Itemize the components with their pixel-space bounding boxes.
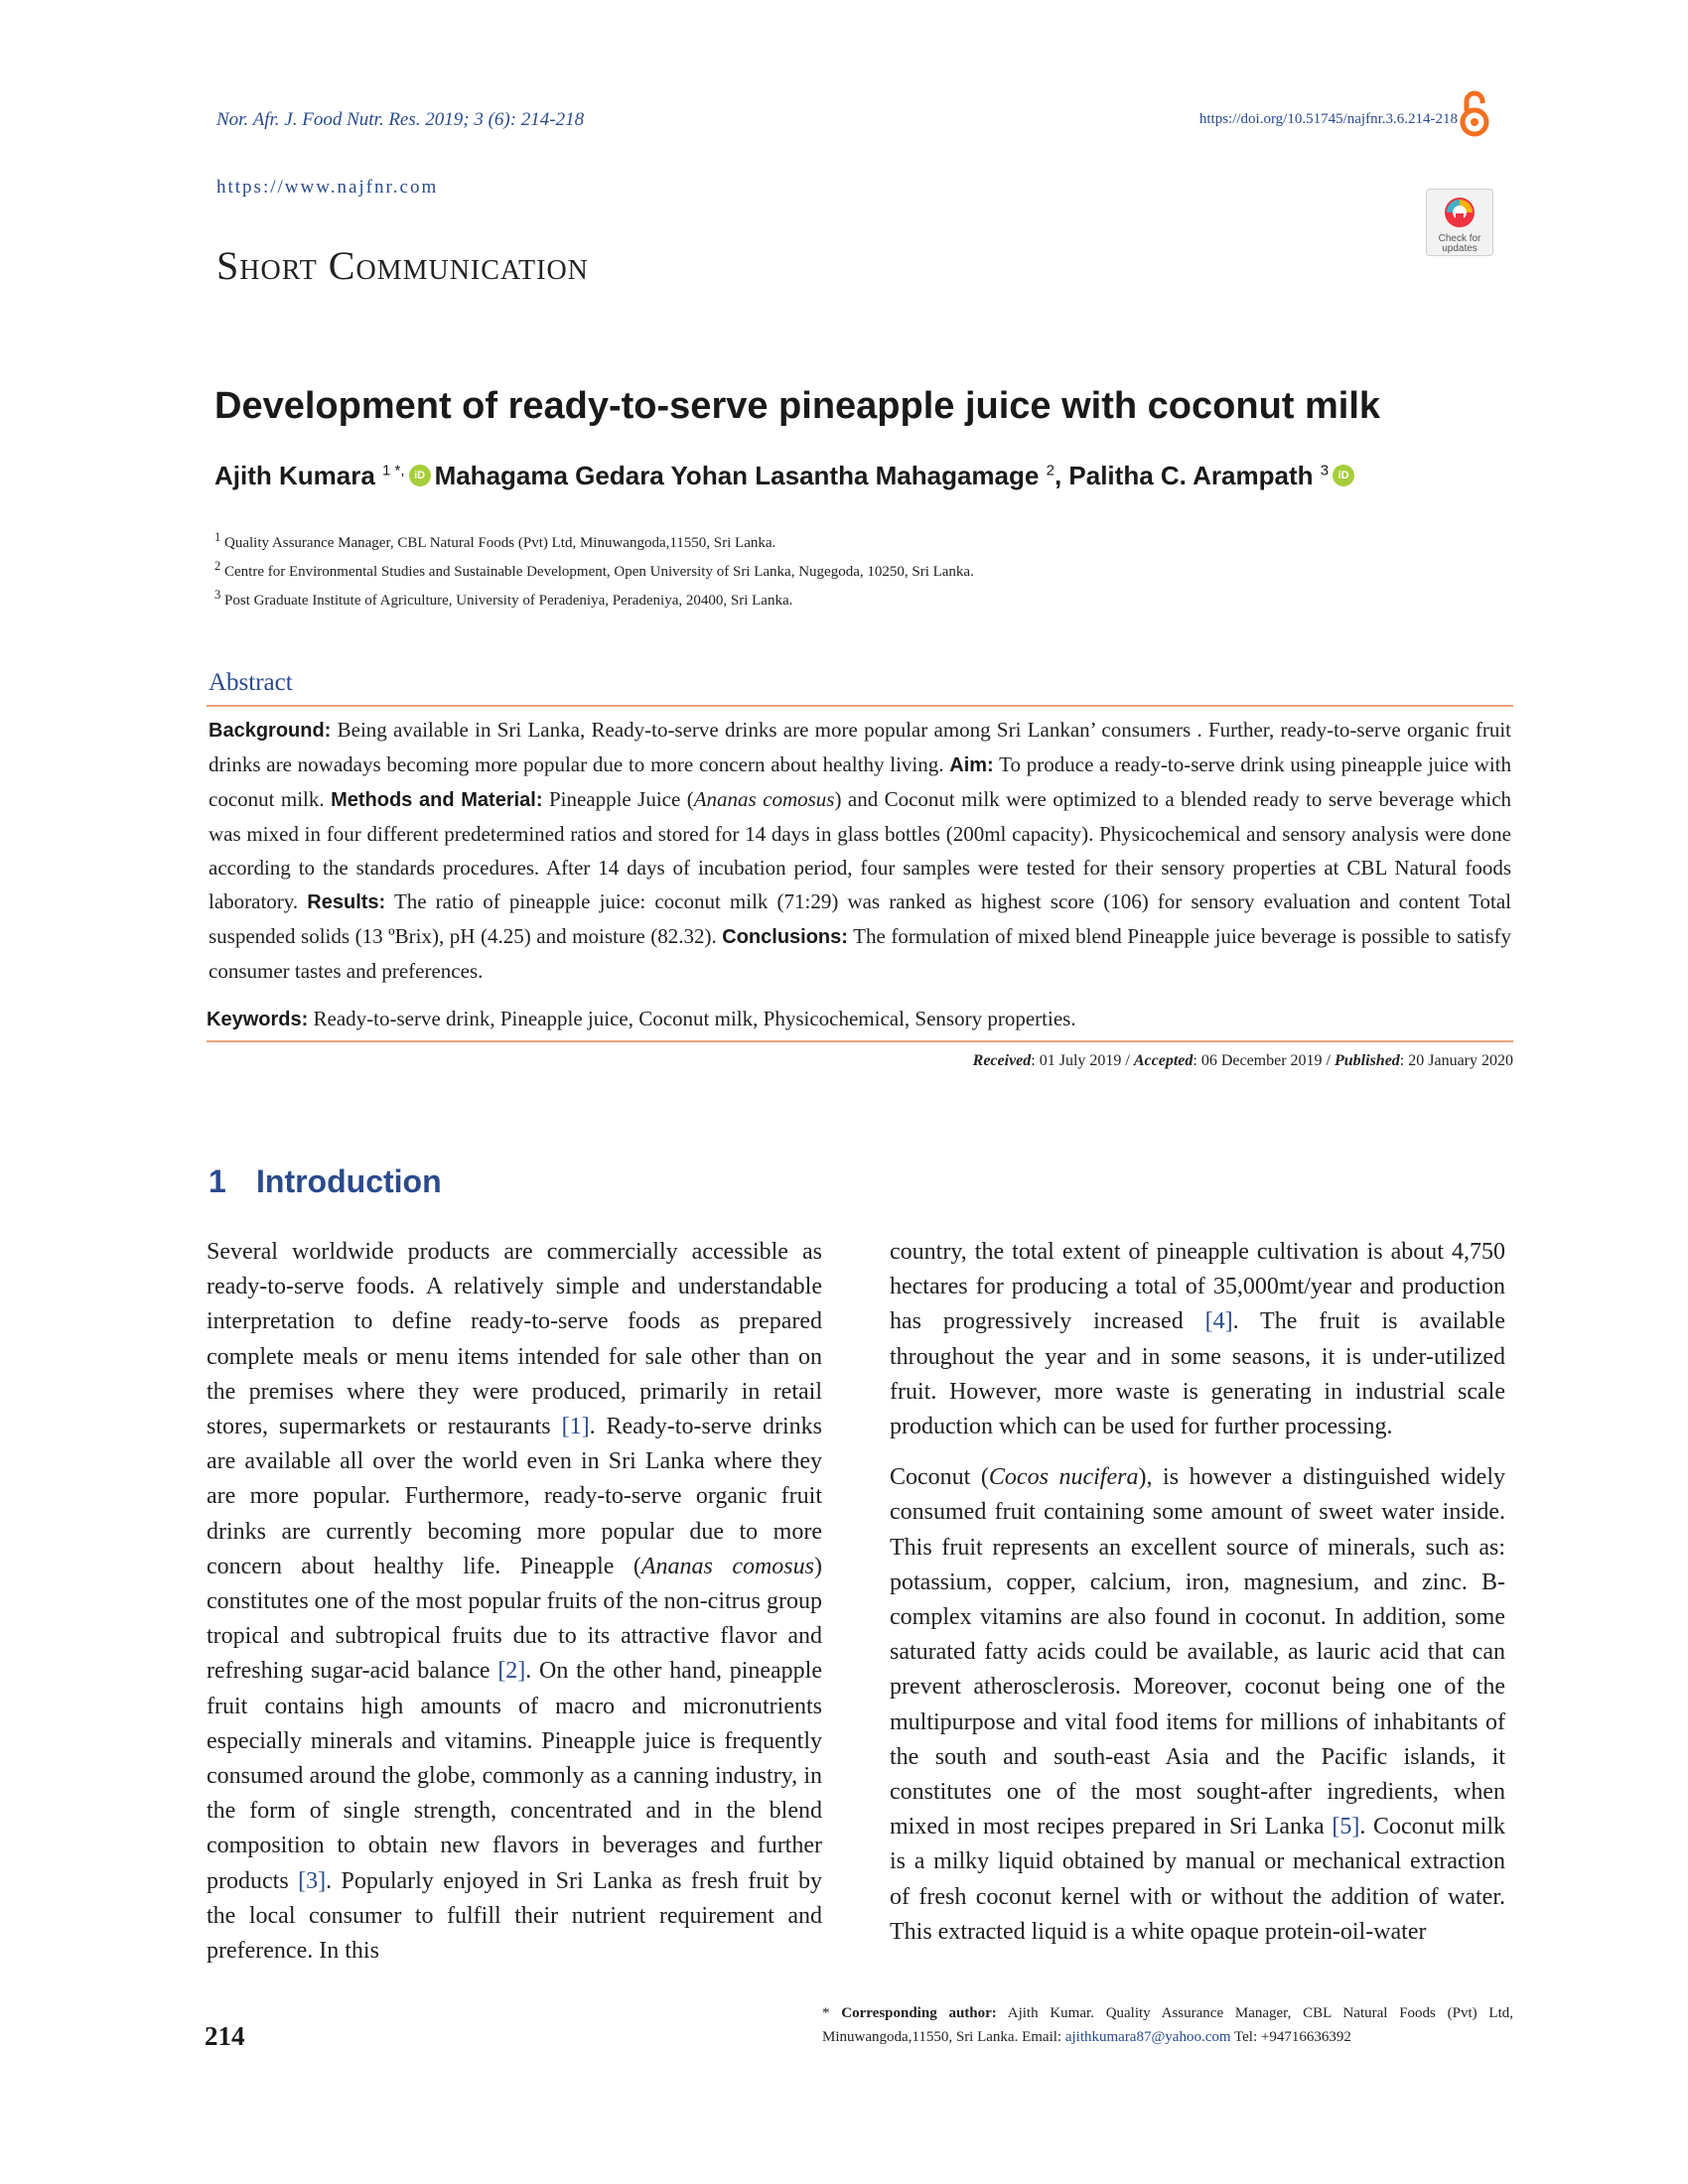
conclusions-text: The formulation of mixed blend Pineapple juice beverage is possible to satisfy consumer tastes and preferences. (209, 924, 1512, 983)
open-access-lock-icon (1458, 89, 1491, 137)
abstract-top-rule (207, 705, 1513, 707)
paragraph: country, the total extent of pineapple cultivation is about 4,750 hectares for producing a total of 35,000mt/year and production has progressively increased [4]. The fruit is available throughout the year and in some seasons, it is under-utilized fruit. However, more waste is generating in industrial scale production which can be used for further processing. (890, 1239, 1506, 1440)
footnote-label: Corresponding author: (841, 2005, 997, 2021)
methods-label: Methods and Material: (331, 789, 543, 811)
aim-text: To produce a ready-to-serve drink using pineapple juice with coconut milk. (209, 752, 1512, 811)
background-label: Background: (209, 720, 332, 742)
author-list (214, 461, 1358, 491)
reference-link[interactable]: [2] (497, 1658, 526, 1685)
author-affiliation-mark: 3 (1320, 462, 1330, 479)
author-separator: , (1054, 461, 1062, 490)
abstract-body (209, 713, 1511, 988)
reference-link[interactable]: [3] (298, 1867, 327, 1894)
author-affiliation-mark: 2 (1046, 462, 1055, 479)
author-affiliation-mark: 1 *, (382, 462, 405, 479)
abstract-bottom-rule (207, 1040, 1513, 1042)
keywords-label: Keywords: (207, 1009, 309, 1030)
article-type: Short Communication (216, 243, 589, 288)
affiliation: $^2$ Centre for Environmental Studies and Sustainable Development, Open University of Sri Lanka, Nugegoda, 10250, Sri Lanka. (214, 559, 974, 580)
conclusions-label: Conclusions: (722, 926, 848, 948)
right-column (890, 1235, 1505, 1950)
journal-citation: Nor. Afr. J. Food Nutr. Res. 2019; 3 (6): 214-218 (216, 109, 585, 130)
affiliations (214, 526, 974, 613)
journal-website-link[interactable]: https://www.najfnr.com (216, 177, 439, 198)
paragraph: Coconut (Cocos nucifera), is however a distinguished widely consumed fruit containing some amount of sweet water inside. This fruit represents an excellent source of minerals, such as: potassium, copper, calcium, iron, magnesium, and zinc. B-complex vitamins are also found in coconut. In addition, some saturated fatty acids could be available, as lauric acid that can prevent atherosclerosis. Moreover, coconut being one of the multipurpose and vital food items for millions of inhabitants of the south and south-east Asia and the Pacific islands, it constitutes one of the most sought-after ingredients, when mixed in most recipes prepared in Sri Lanka [5]. Coconut milk is a milky liquid obtained by manual or mechanical extraction of fresh coconut kernel with or without the addition of water. This extracted liquid is a white opaque protein-oil-water (890, 1464, 1506, 1945)
left-column (207, 1235, 822, 1969)
orcid-icon[interactable]: iD (1333, 465, 1354, 486)
accepted-date: : 06 December 2019 / (1193, 1052, 1331, 1069)
check-for-updates-button[interactable] (1426, 189, 1493, 256)
aim-label: Aim: (949, 754, 994, 776)
reference-link[interactable]: [5] (1332, 1814, 1360, 1841)
published-date: : 20 January 2020 (1399, 1052, 1513, 1069)
reference-link[interactable]: [1] (561, 1414, 590, 1440)
article-title: Development of ready-to-serve pineapple juice with coconut milk (214, 385, 1381, 427)
author-name: Ajith Kumara (214, 461, 375, 490)
check-updates-line1: Check for (1438, 233, 1481, 244)
author-name: Palitha C. Arampath (1068, 461, 1314, 490)
results-text: The ratio of pineapple juice: coconut milk (71:29) was ranked as highest score (106) for sensory evaluation and content Total suspended solids (13 ºBrix), pH (4.25) and moisture (82.32). (209, 889, 1512, 948)
published-label: Published (1335, 1052, 1400, 1069)
paragraph: Several worldwide products are commercially accessible as ready-to-serve foods. A relatively simple and understandable interpretation to define ready-to-serve foods as prepared complete meals or menu items intended for sale other than on the premises where they were produced, primarily in retail stores, supermarkets or restaurants [1]. Ready-to-serve drinks are available all over the world even in Sri Lanka where they are more popular. Furthermore, ready-to-serve organic fruit drinks are currently becoming more popular due to more concern about healthy life. Pineapple (Ananas comosus) constitutes one of the most popular fruits of the non-citrus group tropical and subtropical fruits due to its attractive flavor and refreshing sugar-acid balance [2]. On the other hand, pineapple fruit contains high amounts of macro and micronutrients especially minerals and vitamins. Pineapple juice is frequently consumed around the globe, commonly as a canning industry, in the form of single strength, concentrated and in the blend composition to obtain new flavors in beverages and further products [3]. Popularly enjoyed in Sri Lanka as fresh fruit by the local consumer to fulfill their nutrient requirement and preference. In this (207, 1239, 823, 1965)
affiliation: $^3$ Post Graduate Institute of Agriculture, University of Peradeniya, Peradeniya, 20400, Sri Lanka. (214, 588, 793, 609)
methods-text: Pineapple Juice (Ananas comosus) and Coconut milk were optimized to a blended ready to serve beverage which was mixed in four different predetermined ratios and stored for 14 days in glass bottles (200ml capacity). Physicochemical and sensory analysis were done according to the standards procedures. After 14 days of incubation period, four samples were tested for their sensory properties at CBL Natural foods laboratory. (209, 787, 1512, 913)
section-title: Introduction (256, 1163, 442, 1199)
article-dates (973, 1052, 1513, 1070)
accepted-label: Accepted (1133, 1052, 1194, 1069)
author-name: Mahagama Gedara Yohan Lasantha Mahagamage (434, 461, 1040, 490)
email-link[interactable]: ajithkumara87@yahoo.com (1064, 2029, 1231, 2045)
affiliation: $^1$ Quality Assurance Manager, CBL Natural Foods (Pvt) Ltd, Minuwangoda,11550, Sri Lanka. (214, 530, 776, 551)
page-number: 214 (205, 2021, 245, 2051)
section-heading (209, 1163, 442, 1200)
crossmark-icon (1443, 196, 1477, 229)
keywords-text: Ready-to-serve drink, Pineapple juice, Coconut milk, Physicochemical, Sensory properties. (313, 1007, 1076, 1030)
keywords (207, 1007, 1513, 1031)
abstract-heading: Abstract (209, 669, 293, 696)
doi-link[interactable]: https://doi.org/10.51745/najfnr.3.6.214-218 (1198, 111, 1458, 127)
background-text: Being available in Sri Lanka, Ready-to-serve drinks are more popular among Sri Lankan’ consumers . Further, ready-to-serve organic fruit drinks are nowadays becoming more popular due to more concern about healthy living. (209, 718, 1512, 776)
reference-link[interactable]: [4] (1204, 1308, 1233, 1335)
check-updates-line2: updates (1442, 243, 1477, 254)
received-date: : 01 July 2019 / (1031, 1052, 1130, 1069)
section-number: 1 (209, 1163, 226, 1199)
orcid-icon[interactable]: iD (409, 465, 431, 486)
results-label: Results: (307, 891, 386, 913)
corresponding-author-footnote: * Corresponding author: Ajith Kumar. Quality Assurance Manager, CBL Natural Foods (Pvt) Ltd, Minuwangoda,11550, Sri Lanka. Email: ajithkumara87@yahoo.com Tel: +94716636392 (822, 2005, 1514, 2045)
received-label: Received (972, 1052, 1032, 1069)
